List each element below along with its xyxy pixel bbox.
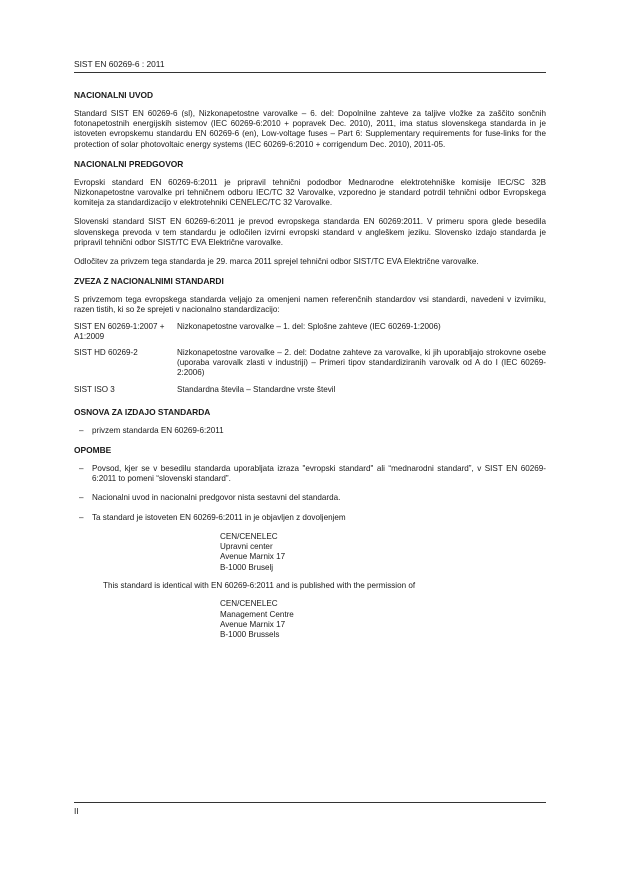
reference-title: Nizkonapetostne varovalke – 2. del: Dodatne zahteve za varovalke, ki jih uporabljajo strokovne osebe (uporaba varovalk zlasti v industriji) – Primeri tipov standardiziranih varovalk od A do I (IEC 60269-2:2006) bbox=[177, 348, 546, 378]
address-line: Avenue Marnix 17 bbox=[220, 552, 286, 562]
uvod-paragraph: Standard SIST EN 60269-6 (sl), Nizkonapetostne varovalke – 6. del: Dopolnilne zahteve za taljive vložke za zaščito sončnih fotonapetostnih energijskih sistemov (IEC 60269-6:2010 + popravek Dec. 2010), 2011, ima status slovenskega standarda in je istoveten evropskemu standardu EN 60269-6 (en), Low-voltage fuses – Part 6: Supplementary requirements for fuse-links for the protection of solar photovoltaic energy systems (IEC 60269-6:2010 + corrigendum Dec. 2010), 2011-05. bbox=[74, 109, 546, 149]
list-item: – privzem standarda EN 60269-6:2011 bbox=[79, 425, 224, 435]
opombe-list bbox=[74, 464, 546, 523]
page-number: II bbox=[74, 806, 79, 816]
reference-code: SIST ISO 3 bbox=[74, 384, 115, 394]
running-header: SIST EN 60269-6 : 2011 bbox=[74, 59, 165, 69]
address-line: B-1000 Brussels bbox=[220, 630, 280, 640]
section-title-uvod: NACIONALNI UVOD bbox=[74, 90, 154, 100]
address-block-sl bbox=[220, 532, 546, 573]
document-body bbox=[74, 90, 546, 648]
address-line: CEN/CENELEC bbox=[220, 531, 278, 541]
address-line: B-1000 Bruselj bbox=[220, 562, 274, 572]
dash-bullet: – bbox=[79, 512, 84, 522]
address-line: Upravni center bbox=[220, 542, 273, 552]
predgovor-paragraph-2: Slovenski standard SIST EN 60269-6:2011 je prevod evropskega standarda EN 60269:2011. V primeru spora glede besedila slovenskega prevoda v tem standardu je odločilen izvirni evropski standard v angleškem jeziku. Slovensko izdajo standarda je pripravil tehnični odbor SIST/TC EVA Električne varovalke. bbox=[74, 217, 546, 247]
reference-title: Nizkonapetostne varovalke – 1. del: Splošne zahteve (IEC 60269-1:2006) bbox=[177, 321, 441, 331]
reference-row bbox=[74, 322, 546, 348]
list-item: – Nacionalni uvod in nacionalni predgovor nista sestavni del standarda. bbox=[79, 493, 341, 503]
reference-row bbox=[74, 385, 546, 401]
predgovor-paragraph-1: Evropski standard EN 60269-6:2011 je pripravil tehnični pododbor Mednarodne elektrotehniške komisije IEC/SC 32B Nizkonapetostne varovalke pri tehničnem odboru IEC/TC 32 Varovalke, vzporedno je standard potrdil tehnični odbor Evropskega komiteja za standardizacijo v elektrotehniki CENELEC/TC 32 Varovalke. bbox=[74, 177, 546, 208]
dash-bullet: – bbox=[79, 425, 84, 435]
address-line: Avenue Marnix 17 bbox=[220, 619, 286, 629]
reference-code: SIST HD 60269-2 bbox=[74, 348, 138, 358]
address-line: Management Centre bbox=[220, 609, 294, 619]
address-line: CEN/CENELEC bbox=[220, 599, 278, 609]
reference-row bbox=[74, 348, 546, 385]
list-item: – Ta standard je istoveten EN 60269-6:2011 in je objavljen z dovoljenjem bbox=[79, 512, 346, 522]
list-item: – Povsod, kjer se v besedilu standarda uporabljata izraza "evropski standard" ali “mednarodni standard”, v SIST EN 60269-6:2011 to pomeni “slovenski standard”. bbox=[79, 464, 546, 484]
reference-table bbox=[74, 322, 546, 401]
reference-title: Standardna števila – Standardne vrste števil bbox=[177, 384, 336, 394]
permission-statement-en: This standard is identical with EN 60269-6:2011 and is published with the permission of bbox=[103, 581, 416, 591]
osnova-list bbox=[74, 426, 546, 436]
zveza-intro: S privzemom tega evropskega standarda veljajo za omenjeni namen referenčnih standardov vsi standardi, navedeni v izvirniku, razen tistih, ki so že sprejeti v nacionalno standardizacijo: bbox=[74, 295, 546, 315]
section-title-osnova: OSNOVA ZA IZDAJO STANDARDA bbox=[74, 406, 211, 417]
section-title-opombe: OPOMBE bbox=[74, 445, 112, 456]
header-rule bbox=[74, 72, 546, 73]
footer-rule bbox=[74, 802, 546, 803]
dash-bullet: – bbox=[79, 464, 84, 474]
dash-bullet: – bbox=[79, 493, 84, 503]
predgovor-paragraph-3: Odločitev za privzem tega standarda je 29. marca 2011 sprejel tehnični odbor SIST/TC EVA Električne varovalke. bbox=[74, 257, 479, 267]
section-title-predgovor: NACIONALNI PREDGOVOR bbox=[74, 158, 184, 169]
address-block-en bbox=[220, 599, 546, 640]
section-title-zveza: ZVEZA Z NACIONALNIMI STANDARDI bbox=[74, 276, 224, 287]
reference-code: SIST EN 60269-1:2007 + A1:2009 bbox=[74, 321, 165, 341]
